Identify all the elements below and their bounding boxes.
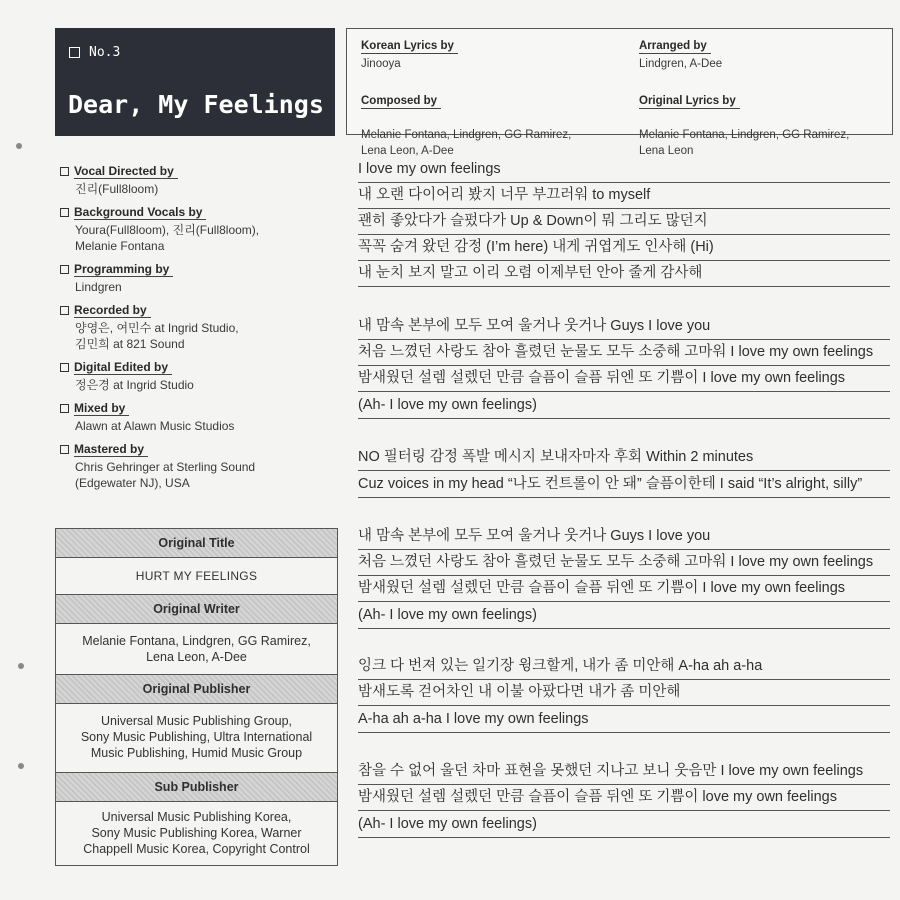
credit-label: Korean Lyrics by (361, 39, 458, 54)
credit-mastered (60, 442, 255, 491)
credit-label: Recorded by (74, 303, 151, 318)
credit-value: Lindgren (75, 280, 122, 294)
lyric-line: 처음 느꼈던 사랑도 참아 흘렸던 눈물도 모두 소중해 고마워 I love my own feelings (358, 551, 890, 576)
original-writer-header: Original Writer (56, 594, 337, 624)
credit-label: Arranged by (639, 39, 711, 54)
credit-digital-edited (60, 360, 194, 393)
checkbox-square-icon (60, 445, 69, 454)
credit-label: Background Vocals by (74, 205, 206, 220)
title-block (55, 28, 335, 136)
lyric-line: 참을 수 없어 울던 차마 표현을 못했던 지나고 보니 웃음만 I love my own feelings (358, 760, 890, 785)
credit-value: 진리(Full8loom) (75, 182, 159, 196)
credit-value: Jinooya (361, 58, 401, 70)
lyric-line: 괜히 좋았다가 슬펐다가 Up & Down이 뭐 그리도 많던지 (358, 210, 890, 235)
original-title-header: Original Title (56, 529, 337, 558)
original-song-info-table (55, 528, 338, 866)
sub-publisher-value: Universal Music Publishing Korea, Sony Music Publishing Korea, Warner Chappell Music Korea, Copyright Control (83, 810, 310, 856)
lyric-line: 꼭꼭 숨겨 왔던 감정 (I’m here) 내게 귀엽게도 인사해 (Hi) (358, 236, 890, 261)
song-title: Dear, My Feelings (68, 90, 324, 119)
arranged-credit (639, 38, 722, 72)
credit-label: Composed by (361, 94, 441, 109)
lyric-line: 밤새도록 걷어차인 내 이불 아팠다면 내가 좀 미안해 (358, 681, 890, 706)
checkbox-square-icon (60, 167, 69, 176)
lyric-line: Cuz voices in my head “나도 컨트롤이 안 돼” 슬픔이한테 I said “It’s alright, silly” (358, 473, 890, 498)
credit-label: Digital Edited by (74, 360, 172, 375)
credit-label: Mastered by (74, 442, 148, 457)
checkbox-square-icon (69, 47, 80, 58)
lyric-line: 내 오랜 다이어리 봤지 너무 부끄러워 to myself (358, 184, 890, 209)
binding-hole (18, 663, 24, 669)
credit-label: Vocal Directed by (74, 164, 178, 179)
original-title-value: HURT MY FEELINGS (135, 569, 258, 583)
checkbox-square-icon (60, 404, 69, 413)
credit-label: Programming by (74, 262, 173, 277)
writing-credits-box (346, 28, 893, 157)
credit-value: 양영은, 여민수 at Ingrid Studio, 김민희 at 821 Sound (75, 321, 239, 351)
credit-mixed (60, 401, 234, 434)
credit-programming (60, 262, 173, 295)
credit-value: Melanie Fontana, Lindgren, GG Ramirez, Lena Leon (639, 129, 850, 157)
credit-label: Original Lyrics by (639, 94, 740, 109)
binding-hole (18, 763, 24, 769)
original-lyrics-credit (639, 77, 849, 159)
korean-lyrics-credit (361, 38, 458, 72)
lyric-line: I love my own feelings (358, 158, 890, 183)
lyric-line: A-ha ah a-ha I love my own feelings (358, 708, 890, 733)
credit-value: Chris Gehringer at Sterling Sound (Edgewater NJ), USA (75, 460, 256, 490)
lyric-line: 처음 느꼈던 사랑도 참아 흘렸던 눈물도 모두 소중해 고마워 I love my own feelings (358, 341, 890, 366)
lyric-line: 내 눈치 보지 말고 이리 오렴 이제부턴 안아 줄게 감사해 (358, 262, 890, 287)
lyric-line: 밤새웠던 설렘 설렜던 만큼 슬픔이 슬픔 뒤엔 또 기쁨이 I love my own feelings (358, 367, 890, 392)
lyric-line: (Ah- I love my own feelings) (358, 394, 890, 419)
checkbox-square-icon (60, 363, 69, 372)
original-publisher-value: Universal Music Publishing Group, Sony Music Publishing, Ultra International Music Publishing, Humid Music Group (80, 714, 313, 760)
credit-value: Melanie Fontana, Lindgren, GG Ramirez, Lena Leon, A-Dee (361, 129, 572, 157)
lyric-line: 밤새웠던 설렘 설렜던 만큼 슬픔이 슬픔 뒤엔 또 기쁨이 love my own feelings (358, 786, 890, 811)
checkbox-square-icon (60, 208, 69, 217)
lyric-line: 내 맘속 본부에 모두 모여 울거나 웃거나 Guys I love you (358, 525, 890, 550)
sub-publisher-header: Sub Publisher (56, 772, 337, 802)
original-publisher-header: Original Publisher (56, 674, 337, 704)
credit-value: Lindgren, A-Dee (639, 58, 723, 70)
lyric-line: NO 필터링 감정 폭발 메시지 보내자마자 후회 Within 2 minutes (358, 446, 890, 471)
checkbox-square-icon (60, 306, 69, 315)
credit-value: 정은경 at Ingrid Studio (75, 378, 194, 392)
checkbox-square-icon (60, 265, 69, 274)
composed-credit (361, 77, 571, 159)
credit-vocal-directed (60, 164, 178, 197)
original-writer-value: Melanie Fontana, Lindgren, GG Ramirez, Lena Leon, A-Dee (82, 633, 311, 664)
lyric-line: 내 맘속 본부에 모두 모여 울거나 웃거나 Guys I love you (358, 315, 890, 340)
credit-value: Alawn at Alawn Music Studios (75, 419, 235, 433)
lyric-line: 잉크 다 번져 있는 일기장 윙크할게, 내가 좀 미안해 A-ha ah a-ha (358, 655, 890, 680)
lyric-line: (Ah- I love my own feelings) (358, 813, 890, 838)
track-number (69, 45, 120, 60)
credit-label: Mixed by (74, 401, 129, 416)
lyric-line: 밤새웠던 설렘 설렜던 만큼 슬픔이 슬픔 뒤엔 또 기쁨이 I love my own feelings (358, 577, 890, 602)
credit-value: Youra(Full8loom), 진리(Full8loom), Melanie Fontana (75, 223, 260, 253)
track-number-label: No.3 (89, 45, 121, 60)
credit-recorded (60, 303, 239, 352)
credit-background-vocals (60, 205, 259, 254)
lyric-line: (Ah- I love my own feelings) (358, 604, 890, 629)
binding-hole (16, 143, 22, 149)
